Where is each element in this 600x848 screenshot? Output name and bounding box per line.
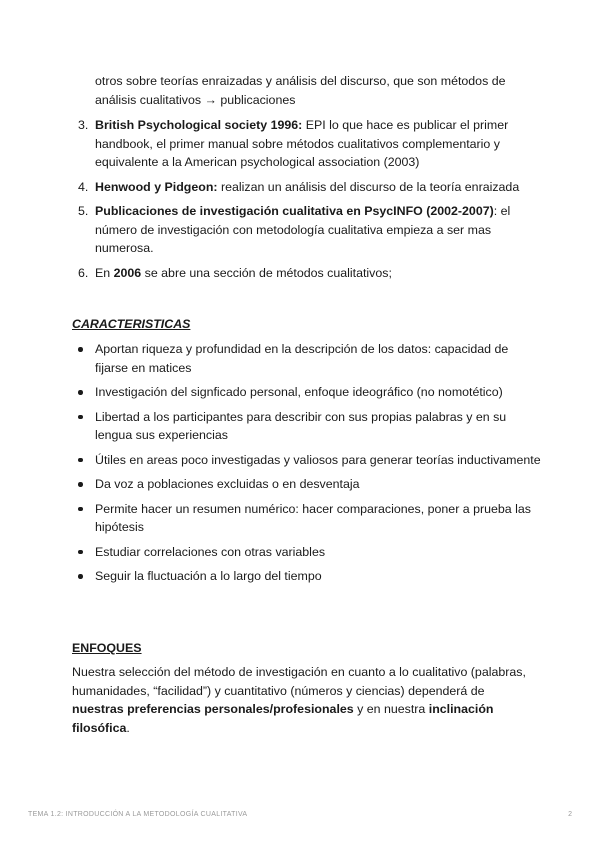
caracteristicas-heading: CARACTERISTICAS [72,317,191,331]
item-text: Útiles en areas poco investigadas y valiosos para generar teorías inductivamente [95,452,541,467]
paragraph-bold-text: nuestras preferencias personales/profesionales [72,702,354,716]
paragraph-text: Nuestra selección del método de investigación en cuanto a lo cualitativo (palabras, humanidades, “facilidad”) y cuantitativo (números y ciencias) dependerá de [72,665,526,698]
item-bold-text: Publicaciones de investigación cualitativa en PsycINFO (2002-2007) [95,204,494,218]
item-pre-text: En [95,265,114,280]
list-item [72,475,542,494]
list-continuation-text: otros sobre teorías enraizadas y análisis del discurso, que son métodos de análisis cualitativos → publicaciones [95,74,506,107]
list-item [72,116,542,172]
list-number: 4. [78,179,89,194]
item-text: Seguir la fluctuación a lo largo del tiempo [95,569,322,583]
item-bold-text: 2006 [113,265,142,280]
page-number: 2 [568,811,572,818]
bullet-icon [78,415,83,420]
caracteristicas-bullet-list [72,340,542,592]
item-text: EPI lo que hace es publicar el primer handbook, el primer manual sobre métodos cualitativos complementario y equivalente a la American psychological association (2003) [95,118,509,169]
item-text: Libertad a los participantes para describir con sus propias palabras y en su lengua sus experiencias [95,409,507,442]
bullet-icon [78,458,83,463]
list-item [72,178,542,197]
list-number: 3. [78,118,89,132]
list-item [72,567,542,586]
item-text: realizan un análisis del discurso de la teoría enraizada [217,179,520,194]
list-item [72,543,542,562]
bullet-icon [78,390,83,395]
footer-title: TEMA 1.2: INTRODUCCIÓN A LA METODOLOGÍA CUALITATIVA [28,811,248,818]
list-number: 6. [78,265,89,280]
paragraph-bold-text: inclinación filosófica [72,702,494,735]
paragraph-text: . [126,720,130,735]
item-bold-text: Henwood y Pidgeon: [95,179,218,194]
item-text: : el número de investigación con metodología cualitativa empieza a ser mas numerosa. [95,204,511,255]
bullet-icon [78,347,83,352]
item-text: Aportan riqueza y profundidad en la descripción de los datos: capacidad de fijarse en matices [95,342,509,375]
list-item [72,383,542,402]
list-item [72,408,542,445]
bullet-icon [78,574,83,579]
list-item [72,264,542,283]
bullet-icon [78,550,83,555]
list-item [72,202,542,258]
list-item [72,500,542,537]
history-numbered-list [72,116,542,288]
item-text: Permite hacer un resumen numérico: hacer comparaciones, poner a prueba las hipótesis [95,501,531,534]
list-item [72,451,542,470]
bullet-icon [78,482,83,487]
list-number: 5. [78,204,89,218]
item-text: Da voz a poblaciones excluidas o en desventaja [95,477,360,491]
bullet-icon [78,507,83,512]
list-item [72,340,542,377]
enfoques-heading: ENFOQUES [72,641,142,655]
item-bold-text: British Psychological society 1996: [95,118,303,132]
enfoques-paragraph [72,663,532,737]
item-text: se abre una sección de métodos cualitativos; [141,265,392,280]
paragraph-text: y en nuestra [353,702,429,716]
item-text: Estudiar correlaciones con otras variables [95,544,326,559]
item-text: Investigación del signficado personal, enfoque ideográfico (no nomotético) [95,385,503,399]
